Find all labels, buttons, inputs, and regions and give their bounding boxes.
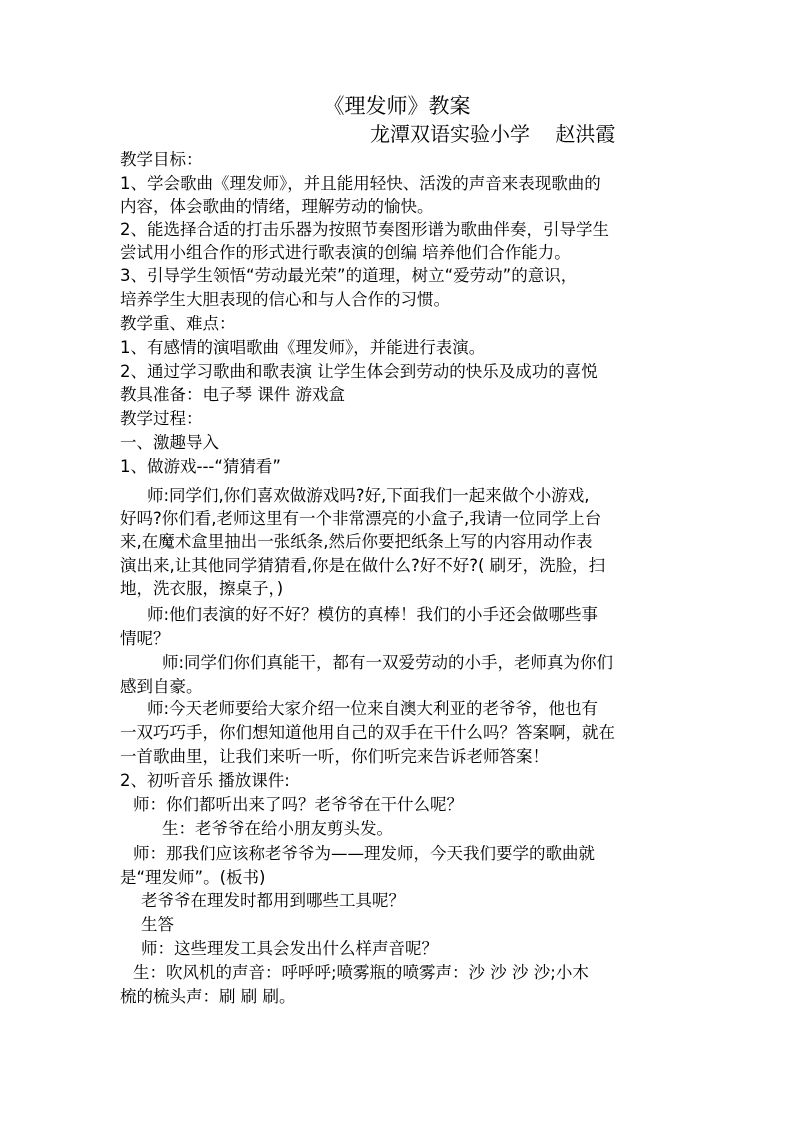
section-heading: 教学目标： [120,150,203,169]
text-line: 好吗?你们看,老师这里有一个非常漂亮的小盒子,我请一位同学上台 [120,509,602,528]
text-line: 培养学生大胆表现的信心和与人合作的习惯。 [120,290,450,309]
text-line: 师：那我们应该称老爷爷为——理发师，今天我们要学的歌曲就 [133,844,595,863]
text-line: 师：这些理发工具会发出什么样声音呢？ [141,939,438,958]
text-line: 梳的梳头声：刷 刷 刷。 [120,987,296,1006]
text-line: 教具准备：电子琴 课件 游戏盒 [120,385,345,404]
text-line: 1、有感情的演唱歌曲《理发师》，并能进行表演。 [120,338,486,357]
text-line: 3、引导学生领悟“劳动最光荣”的道理，树立“爱劳动”的意识， [120,266,578,285]
text-line: 师:他们表演的好不好？模仿的真棒！我们的小手还会做哪些事 [147,605,599,624]
text-line: 一双巧巧手，你们想知道他用自己的双手在干什么吗？答案啊，就在 [120,723,615,742]
text-line: 尝试用小组合作的形式进行歌表演的创编 培养他们合作能力。 [120,243,571,262]
document-title: 《理发师》教案 [323,94,471,118]
document-author: 龙潭双语实验小学 赵洪霞 [370,122,616,146]
text-line: 1、做游戏---“猜猜看” [120,457,281,476]
text-line: 内容，体会歌曲的情绪，理解劳动的愉快。 [120,197,434,216]
section-heading: 教学重、难点： [120,314,236,333]
text-line: 老爷爷在理发时都用到哪些工具呢？ [141,891,405,910]
text-line: 地，洗衣服，擦桌子，) [120,579,284,598]
text-line: 师:同学们你们真能干，都有一双爱劳动的小手，老师真为你们 [162,653,614,672]
text-line: 一、激趣导入 [120,433,219,452]
text-line: 情呢？ [120,629,170,648]
text-line: 师:今天老师要给大家介绍一位来自澳大利亚的老爷爷，他也有 [147,699,599,718]
text-line: 2、通过学习歌曲和歌表演 让学生体会到劳动的快乐及成功的喜悦 [120,362,598,381]
text-line: 来,在魔术盒里抽出一张纸条,然后你要把纸条上写的内容用动作表 [120,532,593,551]
text-line: 是“理发师”。(板书) [120,868,266,887]
text-line: 一首歌曲里，让我们来听一听，你们听完来告诉老师答案！ [120,747,549,766]
text-line: 2、能选择合适的打击乐器为按照节奏图形谱为歌曲伴奏，引导学生 [120,220,609,239]
text-line: 2、初听音乐 播放课件: [120,771,290,790]
text-line: 生答 [141,915,174,934]
text-line: 1、学会歌曲《理发师》，并且能用轻快、活泼的声音来表现歌曲的 [120,174,601,193]
text-line: 师:同学们,你们喜欢做游戏吗?好,下面我们一起来做个小游戏, [147,486,590,505]
text-line: 生：吹风机的声音：呼呼呼;喷雾瓶的喷雾声：沙 沙 沙 沙;小木 [133,963,589,982]
text-line: 演出来,让其他同学猜猜看,你是在做什么?好不好?( 刷牙，洗脸，扫 [120,556,606,575]
text-line: 师：你们都听出来了吗？老爷爷在干什么呢？ [133,795,463,814]
text-line: 感到自豪。 [120,677,203,696]
section-heading: 教学过程： [120,409,203,428]
text-line: 生：老爷爷在给小朋友剪头发。 [162,819,393,838]
